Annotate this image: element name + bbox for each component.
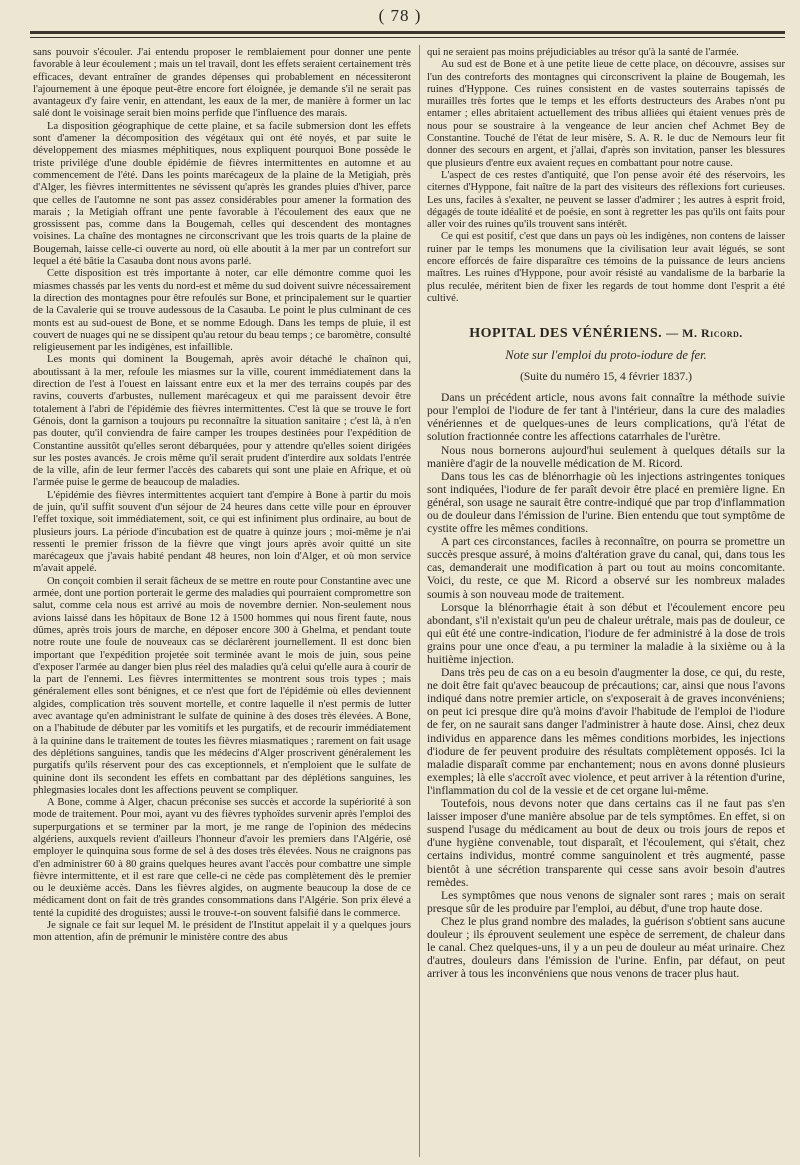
paragraph: Les monts qui dominent la Bougemah, après avoir détaché le chaînon qui, aboutissant à la mer, refoule les miasmes sur la ville, courent immédiatement dans la direction de l'est à l'ouest en laissant entre eux et la mer des terrains coupés par des ravins, couverts d'arbustes, nullement marécageux et qui me paraissent devoir être totalement à l'abri de l'épidémie des fièvres intermittentes. C'est là que se trouve le fort Génois, dont la garnison a toujours pu reconnaître la situation sanitaire ; c'est là, à n'en pas douter, qu'il conviendra de faire camper les troupes destinées pour l'expédition de Constantine aussitôt qu'elles seront débarquées, pour y attendre qu'elles soient dirigées sur les postes avancés. Je crois même qu'il serait prudent d'interdire aux soldats l'entrée de la ville, afin de leur fermer l'accès des cabarets qui sont une plaie en Afrique, et où l'armée puise le germe de beaucoup de maladies. bbox=[33, 354, 411, 489]
paragraph: Toutefois, nous devons noter que dans certains cas il ne faut pas s'en laisser imposer d'une manière absolue par de tels symptômes. En effet, si on suspend l'usage du médicament au bout de deux ou trois jours de repos et d'une hygiène convenable, tout disparaît, et l'écoulement, qui s'était, chez certains individus, montré comme sanguinolent et très augmenté, passe bientôt à une sécrétion transparente qui cesse sans avoir besoin d'autres remèdes. bbox=[427, 797, 785, 889]
paragraph: L'épidémie des fièvres intermittentes acquiert tant d'empire à Bone à partir du mois de juin, qu'il suffit souvent d'un séjour de 24 heures dans cette ville pour en éprouver l'effet toxique, soit immédiatement, soit, ce qui est infiniment plus ordinaire, au bout de plusieurs jours. La période d'incubation est de quatre à quinze jours ; moi-même je n'ai ressenti le premier frisson de la fièvre que vingt jours après avoir quitté un site marécageux que j'avais habité pendant 48 heures, non loin d'Alger, et où mon service m'avait appelé. bbox=[33, 489, 411, 575]
paragraph: Dans un précédent article, nous avons fait connaître la méthode suivie pour l'emploi de l'iodure de fer tant à l'intérieur, dans la cure des maladies vénériennes et de quelques-unes de leurs complications, qu'à l'état de solution fractionnée contre les affections catarrhales de l'urètre. bbox=[427, 391, 785, 444]
column-divider bbox=[419, 45, 420, 1157]
paragraph: Nous nous bornerons aujourd'hui seulement à quelques détails sur la manière d'agir de la nouvelle médication de M. Ricord. bbox=[427, 443, 785, 470]
paragraph: Ce qui est positif, c'est que dans un pays où les indigènes, non contens de laisser ruiner par le temps les monumens que la civilisation leur avait légués, se sont encore efforcés de faire disparaître ces témoins de la puissance de leurs anciens maîtres. Les ruines d'Hyppone, pour avoir résisté au vandalisme de la barbarie la plus reculée, méritent bien de fixer les regards de tout homme dont l'esprit a été cultivé. bbox=[427, 231, 785, 304]
article-title: HOPITAL DES VÉNÉRIENS. bbox=[469, 326, 663, 342]
paragraph: Lorsque la blénorrhagie était à son début et l'écoulement encore peu abondant, s'il n'existait qu'un peu de chaleur urétrale, mais pas de douleur, ce qui eût été une contre-indication, l'iodure de fer administré à la dose de trois grains pour une once d'eau, a pu terminer la maladie à la sixième ou à la huitième injection. bbox=[427, 600, 785, 666]
page-number: ( 78 ) bbox=[378, 6, 422, 25]
paragraph: sans pouvoir s'écouler. J'ai entendu proposer le remblaiement pour donner une pente favorable à leur écoulement ; mais un tel travail, dont les effets seraient certainement très efficaces, devant entraîner de grandes dépenses qui probablement en nécessiteront l'ajournement à une époque peut-être encore fort éloignée, je demande s'il ne serait pas avantageux d'y faire venir, en attendant, les eaux de la mer, de manière à former un lac salé dont le voisinage serait bien moins perfide que l'influence des marais. bbox=[33, 47, 411, 120]
right-column bbox=[427, 47, 785, 1162]
paragraph: L'aspect de ces restes d'antiquité, que l'on pense avoir été des réservoirs, les citernes d'Hyppone, fait naître de la part des visiteurs des réflexions fort curieuses. Les uns, faciles à s'exalter, ne peuvent se lasser d'admirer ; les autres à esprit froid, dégagés de toute idéalité et de poésie, en sont à regretter les pas qu'ils ont faits pour aller voir des ruines qu'ils trouvent sans intérêt. bbox=[427, 169, 785, 231]
paragraph: A part ces circonstances, faciles à reconnaître, on pourra se promettre un succès presque assuré, à moins d'altération grave du canal, qui, dans tous les cas, demanderait une modification à part ou tout au moins concomitante. Voici, du reste, ce que M. Ricord a observé sur les nombreux malades soumis à son nouveau mode de traitement. bbox=[427, 535, 785, 601]
paragraph: Au sud est de Bone et à une petite lieue de cette place, on découvre, assises sur l'un des contreforts des montagnes qui circonscrivent la plaine de Bougemah, les ruines d'Hyppone. Ces ruines consistent en de vastes souterrains tapissés de murailles très fortes que le temps et les efforts destructeurs des Arabes n'ont pu entamer ; elles abritaient actuellement des tribus alliées qui étaient venues près de nous pour se soustraire à la vengeance de leur ancien chef Achmet Bey de Constantine. Touché de l'état de leur misère, S. A. R. le duc de Nemours leur fit donner des secours en argent, et j'allai, d'après son invitation, panser les blessures que plusieurs d'entre eux avaient reçues en combattant pour notre cause. bbox=[427, 59, 785, 169]
paragraph: Les symptômes que nous venons de signaler sont rares ; mais on serait presque sûr de les produire par l'emploi, au début, d'une trop haute dose. bbox=[427, 888, 785, 915]
paragraph: Dans très peu de cas on a eu besoin d'augmenter la dose, ce qui, du reste, ne doit être fait qu'avec beaucoup de précautions; car, ainsi que nous l'avons indiqué dans notre premier article, on s'exposerait à de graves inconvéniens; on peut ici presque dire qu'à moins d'avoir l'habitude de l'emploi de l'iodure de fer, on ne saurait sans danger l'administrer à haute dose. Ainsi, chez deux individus en apparence dans les mêmes conditions morbides, les injections d'iodure de fer peuvent produire des résultats complètement opposés. Ici la maladie disparaît comme par enchantement; nous en avons donné plusieurs exemples; là elle s'accroît avec violence, et peut arriver à la rétention d'urine, l'inflammation du col de la vessie et de cet organe lui-même. bbox=[427, 666, 785, 797]
header-rule bbox=[30, 31, 785, 34]
header-rule-thin bbox=[30, 37, 785, 38]
article-body bbox=[427, 391, 785, 980]
paragraph: Je signale ce fait sur lequel M. le président de l'Institut appelait il y a quelques jours mon attention, afin de prémunir le ministère contre des abus bbox=[33, 920, 411, 944]
article-subtitle: Note sur l'emploi du proto-iodure de fer. bbox=[505, 347, 707, 362]
paragraph: On conçoit combien il serait fâcheux de se mettre en route pour Constantine avec une armée, dont une portion porterait le germe des maladies qui pourraient compromettre son salut, comme cela nous est arrivé au mois de novembre dernier. Non-seulement nous avions laissé dans les hôpitaux de Bone 12 à 1500 hommes qui nous firent faute, nous dûmes, après trois jours de marche, en déposer encore 300 à Ghelma, et pendant toute notre route une foule de nouveaux cas se déclarèrent journellement. Il est donc bien important que l'expédition projetée soit terminée avant le mois de juin, sous peine d'exposer l'armée au danger bien plus réel des maladies qu'à celui qu'elle aura à courir de la part de l'ennemi. Les fièvres intermittentes se montrent sous trois types ; mais généralement elles sont bénignes, et ce n'est que fort de l'épidémie où elles deviennent algides, complication très souvent mortelle, et contre laquelle il n'est permis de lutter avec avantage qu'en administrant le sulfate de quinine à des doses très élevées. A Bone, on a l'habitude de débuter par les vomitifs et les purgatifs, et de recourir immédiatement à la quinine dans le traitement de toutes les fièvres miasmatiques ; rarement on fait usage des déplétions sanguines, tandis que les médecins d'Alger proscrivent généralement les purgatifs qu'ils réservent pour des cas exceptionnels, et n'emploient que le sulfate de quinine dont ils secondent les effets en combattant par des déplétions sanguines, les phlegmasies locales dont les affections peuvent se compliquer. bbox=[33, 575, 411, 796]
left-column bbox=[33, 47, 411, 1162]
article-author: — M. Ricord. bbox=[666, 326, 743, 341]
paragraph: qui ne seraient pas moins préjudiciables au trésor qu'à la santé de l'armée. bbox=[427, 47, 739, 58]
article-dateline: (Suite du numéro 15, 4 février 1837.) bbox=[520, 370, 692, 383]
paragraph: Cette disposition est très importante à noter, car elle démontre comme quoi les miasmes chassés par les vents du nord-est et même du sud doivent suivre nécessairement la direction des montagnes pour être refoulés sur Bone, et principalement sur le quartier de la Cavalerie qui se trouve audessous de la Casauba. Le point le plus culminant de ces monts est au sud-ouest de Bone, et se nomme Edough. Dans les temps de pluie, il est couvert de nuages qui ne se dissipent qu'au retour du beau temps ; ce baromètre, consulté religieusement par les indigènes, est infaillible. bbox=[33, 268, 411, 354]
paragraph: La disposition géographique de cette plaine, et sa facile submersion dont les effets sont d'amener la décomposition des végétaux qui ont été noyés, et par suite le développement des miasmes méphitiques, nous expliquent pourquoi Bone possède le triste privilége d'une double épidémie de fièvres intermittentes en automne et au commencement de l'été. Dans les points marécageux de la plaine de la Metigiah, près d'Alger, les fièvres intermittentes ne sévissent qu'après les grandes pluies d'hiver, parce que celles de l'automne ne sont pas assez considérables pour amener la formation des marais ; la Metigiah offrant une pente favorable à l'écoulement des eaux que ne grossissent pas, comme dans la Bougemah, celles qui descendent des montagnes voisines. La chaîne des montagnes ne circonscrivant que les trois quarts de la plaine de Bougemah, laisse celle-ci ouverte au nord, où elle aboutit à la mer par un contrefort sur lequel a été bâtie la Casauba dont nous avons parlé. bbox=[33, 120, 411, 268]
paragraph: Dans tous les cas de blénorrhagie où les injections astringentes toniques sont indiquées, l'iodure de fer paraît devoir être placé en première ligne. En général, son usage ne saurait être contre-indiqué que par trop d'inflammation ou de douleur dans l'émission de l'urine. Bien entendu que tout symptôme de cystite offre les mêmes conditions. bbox=[427, 469, 785, 536]
paragraph: A Bone, comme à Alger, chacun préconise ses succès et accorde la supériorité à son mode de traitement. Pour moi, ayant vu des fièvres typhoïdes survenir après l'emploi des superpurgations et se terminer par la mort, je me range de l'opinion des médecins algériens, auxquels revient d'ailleurs l'honneur d'avoir les premiers dans l'Algérie, osé employer le quinquina sous forme de sel à des doses très élevées. Nous ne craignons pas d'en administrer 60 à 80 grains quelques heures avant l'accès pour combattre une simple fièvre intermittente, et il est rare que celle-ci ne cède pas complètement dès le premier ou le deuxième accès. Dans les fièvres algides, on augmente beaucoup la dose de ce médicament dont on fait de très grandes consommations dans l'Algérie. Son prix élevé a tenté la cupidité des droguistes; aussi le trouve-t-on souvent falsifié dans le commerce. bbox=[33, 797, 411, 919]
article-heading bbox=[427, 327, 785, 340]
paragraph: Chez le plus grand nombre des malades, la guérison s'obtient sans aucune douleur ; ils éprouvent seulement une espèce de serrement, de chaleur dans le canal. Chez quelques-uns, il y a un peu de douleur au méat urinaire. Chez d'autres, douleurs dans l'émission de l'urine. Enfin, par défaut, on peut arriver à tous les inconvéniens que nous venons de tracer plus haut. bbox=[427, 914, 785, 981]
